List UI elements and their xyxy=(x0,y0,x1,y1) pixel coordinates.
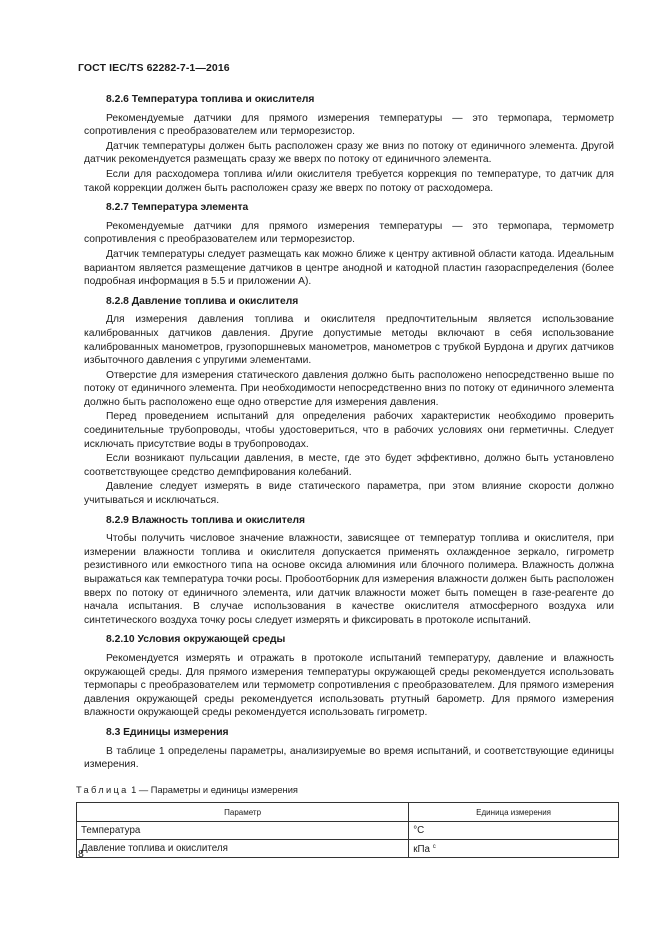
paragraph: Если возникают пульсации давления, в месте, где это будет эффективно, должно быть установлено соответствующее средство демпфирования колебаний. xyxy=(84,453,614,478)
table-caption xyxy=(76,784,614,798)
document-body xyxy=(76,93,614,858)
table-header-row xyxy=(77,803,619,822)
cell-parameter: Температура xyxy=(77,822,409,840)
table-caption-word: Таблица xyxy=(76,784,129,795)
section-fuel-oxidant-humidity xyxy=(84,514,614,628)
paragraph: В таблице 1 определены параметры, анализируемые во время испытаний, и соответствующие единицы измерения. xyxy=(84,745,614,771)
section-cell-temperature xyxy=(84,201,614,289)
section-heading: 8.2.6 Температура топлива и окислителя xyxy=(106,94,315,105)
unit-value: °C xyxy=(413,825,425,837)
cell-unit xyxy=(409,840,619,858)
paragraph: Отверстие для измерения статического давления должно быть расположено непосредственно выше по потоку от единичного элемента. При необходимости непосредственно вниз по потоку от единичного элемента должно быть расположено еще одно отверстие для измерения давления. xyxy=(84,369,614,408)
paragraph: Давление следует измерять в виде статического параметра, при этом влияние скорости должно учитываться и исключаться. xyxy=(84,481,614,507)
table-row xyxy=(77,840,619,858)
section-heading: 8.2.7 Температура элемента xyxy=(106,202,249,214)
paragraph: Датчик температуры должен быть расположен сразу же вниз по потоку от единичного элемента. Другой датчик рекомендуется размещать сразу же вверх по потоку от единичного элемента. xyxy=(84,140,614,166)
column-header-unit: Единица измерения xyxy=(409,803,619,822)
section-fuel-oxidant-pressure xyxy=(84,295,614,508)
table-caption-text: 1 — Параметры и единицы измерения xyxy=(128,784,298,795)
unit-value: кПа xyxy=(413,844,430,856)
paragraph: Датчик температуры следует размещать как можно ближе к центру активной области катода. Идеальным вариантом является размещение датчиков в центре анодной и катодной пластин газораспределения (более подробная информация в 5.5 и приложении А). xyxy=(84,248,614,288)
section-heading: 8.2.9 Влажность топлива и окислителя xyxy=(106,514,306,526)
column-header-parameter: Параметр xyxy=(77,803,409,822)
cell-unit xyxy=(409,822,619,840)
section-heading: 8.2.10 Условия окружающей среды xyxy=(106,634,286,646)
page-number: 8 xyxy=(78,848,84,860)
paragraph: Рекомендуемые датчики для прямого измерения температуры — это термопара, термометр сопротивления с преобразователем или терморезистор. xyxy=(84,112,614,138)
paragraph: Рекомендуется измерять и отражать в протоколе испытаний температуру, давление и влажность окружающей среды. Для прямого измерения температуры окружающей среды рекомендуется использовать термопары с преобразователем или термометр сопротивления с преобразователем. Для прямого измерения давления окружающей среды рекомендуется использовать ртутный барометр. Для прямого измерения влажности окружающей среды рекомендуется использовать гигрометр. xyxy=(84,652,614,719)
footnote-marker: c xyxy=(432,844,436,851)
paragraph: Перед проведением испытаний для определения рабочих характеристик необходимо проверить соединительные трубопроводы, чтобы удостовериться, что в рабочих условиях они герметичны. Следует исключать присутствие воды в трубопроводах. xyxy=(84,411,614,450)
document-header: ГОСТ IEC/TS 62282-7-1—2016 xyxy=(78,62,230,74)
section-fuel-oxidant-temperature xyxy=(84,93,614,195)
paragraph: Чтобы получить числовое значение влажности, зависящее от температур топлива и окислителя, при измерении влажности топлива и окислителя допускается применять охлажденное зеркало, гигрометр резистивного или емкостного типа на основе оксида алюминия или блочного полимера. Влажность должна выражаться как температура точки росы. Пробоотборник для измерения влажности должен быть расположен вверх по потоку от единичного элемента, или датчик влажности может быть помещен в газе-реагенте до начала испытания. В случае использования в качестве окислителя атмосферного воздуха или синтетического воздуха точку росы следует измерять и фиксировать в протоколе испытаний. xyxy=(84,533,614,626)
paragraph: Если для расходомера топлива и/или окислителя требуется коррекция по температуре, то датчик для такой коррекции должен быть расположен сразу же вверх по потоку от расходомера. xyxy=(84,168,614,194)
table-row xyxy=(77,822,619,840)
parameters-table xyxy=(76,802,619,858)
paragraph: Рекомендуемые датчики для прямого измерения температуры — это термопара, термометр сопротивления с преобразователем или терморезистор. xyxy=(84,220,614,246)
paragraph: Для измерения давления топлива и окислителя предпочтительным является использование калиброванных датчиков давления. Другие допустимые методы включают в себя использование калиброванных манометров, грузопоршневых манометров, манометров с трубкой Бурдона и других датчиков избыточного давления с упругими элементами. xyxy=(84,314,614,367)
cell-parameter: Давление топлива и окислителя xyxy=(77,840,409,858)
section-heading: 8.2.8 Давление топлива и окислителя xyxy=(106,295,299,307)
section-units xyxy=(84,726,614,772)
section-heading: 8.3 Единицы измерения xyxy=(106,726,229,738)
section-ambient-conditions xyxy=(84,633,614,720)
